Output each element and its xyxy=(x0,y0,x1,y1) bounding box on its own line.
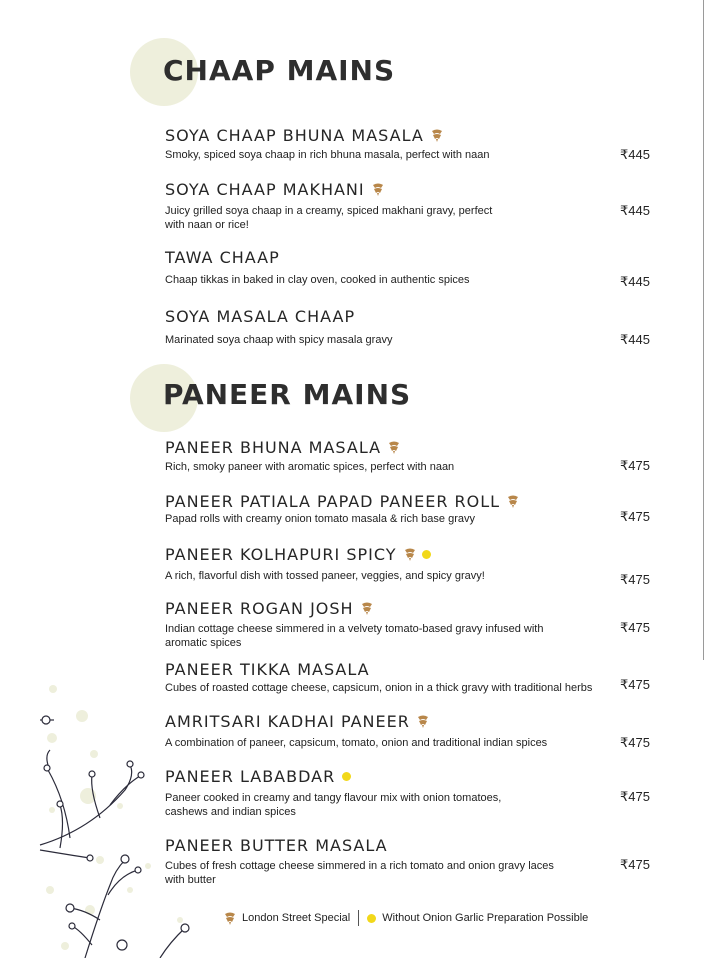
item-description: Paneer cooked in creamy and tangy flavour mix with onion tomatoes, cashews and indian spices xyxy=(165,792,502,818)
item-name: AMRITSARI KADHAI PANEER xyxy=(165,711,410,731)
item-name: TAWA CHAAP xyxy=(165,247,280,267)
london-special-icon xyxy=(506,494,520,508)
item-price: ₹445 xyxy=(620,203,650,218)
london-special-icon xyxy=(223,911,237,925)
legend-london-label: London Street Special xyxy=(242,912,351,924)
menu-item xyxy=(165,247,665,287)
item-description: Papad rolls with creamy onion tomato masala & rich base gravy xyxy=(165,513,475,525)
item-price: ₹445 xyxy=(620,147,650,162)
menu-item xyxy=(165,306,665,347)
item-name: PANEER PATIALA PAPAD PANEER ROLL xyxy=(165,491,501,511)
item-price: ₹475 xyxy=(620,572,650,587)
menu-item xyxy=(165,544,665,587)
item-price: ₹475 xyxy=(620,857,650,872)
item-name: PANEER KOLHAPURI SPICY xyxy=(165,544,397,564)
item-name: PANEER BUTTER MASALA xyxy=(165,835,388,855)
page-edge-line xyxy=(703,0,704,660)
item-description: Chaap tikkas in baked in clay oven, cooked in authentic spices xyxy=(165,274,470,286)
menu-item xyxy=(165,437,665,474)
botanical-decoration xyxy=(30,680,190,958)
menu-item xyxy=(165,598,665,650)
item-description: A rich, flavorful dish with tossed paneer, veggies, and spicy gravy! xyxy=(165,570,485,582)
item-name: PANEER LABABDAR xyxy=(165,766,336,786)
item-name: PANEER ROGAN JOSH xyxy=(165,598,354,618)
item-price: ₹475 xyxy=(620,620,650,635)
item-description: Cubes of roasted cottage cheese, capsicum, onion in a thick gravy with traditional herbs xyxy=(165,682,593,694)
menu-item xyxy=(165,659,665,695)
item-description: Indian cottage cheese simmered in a velvety tomato-based gravy infused with aromatic spices xyxy=(165,623,544,649)
menu-item xyxy=(165,711,665,750)
legend-no-onion-label: Without Onion Garlic Preparation Possible xyxy=(382,912,589,924)
item-price: ₹475 xyxy=(620,458,650,473)
legend-divider xyxy=(358,910,359,926)
london-special-icon xyxy=(387,440,401,454)
london-special-icon xyxy=(403,547,417,561)
legend xyxy=(223,910,588,926)
item-description: Rich, smoky paneer with aromatic spices, perfect with naan xyxy=(165,461,455,473)
no-onion-garlic-dot xyxy=(422,550,431,559)
item-description: Cubes of fresh cottage cheese simmered in a rich tomato and onion gravy laces with butter xyxy=(165,860,554,886)
item-name: SOYA MASALA CHAAP xyxy=(165,306,356,326)
menu-item xyxy=(165,491,665,526)
item-price: ₹475 xyxy=(620,677,650,692)
london-special-icon xyxy=(430,128,444,142)
item-price: ₹445 xyxy=(620,332,650,347)
section-title-paneer: PANEER MAINS xyxy=(163,378,412,411)
item-description: Smoky, spiced soya chaap in rich bhuna masala, perfect with naan xyxy=(165,149,490,161)
item-description: Juicy grilled soya chaap in a creamy, spiced makhani gravy, perfect with naan or rice! xyxy=(165,205,493,231)
no-onion-garlic-dot xyxy=(342,772,351,781)
item-price: ₹475 xyxy=(620,509,650,524)
london-special-icon xyxy=(360,601,374,615)
item-price: ₹475 xyxy=(620,735,650,750)
item-name: SOYA CHAAP BHUNA MASALA xyxy=(165,125,424,145)
menu-item xyxy=(165,179,665,232)
item-name: PANEER BHUNA MASALA xyxy=(165,437,382,457)
item-name: PANEER TIKKA MASALA xyxy=(165,659,370,679)
item-price: ₹445 xyxy=(620,274,650,289)
london-special-icon xyxy=(416,714,430,728)
menu-item xyxy=(165,835,665,887)
no-onion-garlic-dot xyxy=(367,914,376,923)
item-name: SOYA CHAAP MAKHANI xyxy=(165,179,365,199)
london-special-icon xyxy=(371,182,385,196)
menu-item xyxy=(165,125,665,162)
menu-item xyxy=(165,766,665,819)
item-description: Marinated soya chaap with spicy masala gravy xyxy=(165,334,393,346)
section-title-chaap: CHAAP MAINS xyxy=(163,54,396,87)
item-description: A combination of paneer, capsicum, tomato, onion and traditional indian spices xyxy=(165,737,548,749)
item-price: ₹475 xyxy=(620,789,650,804)
